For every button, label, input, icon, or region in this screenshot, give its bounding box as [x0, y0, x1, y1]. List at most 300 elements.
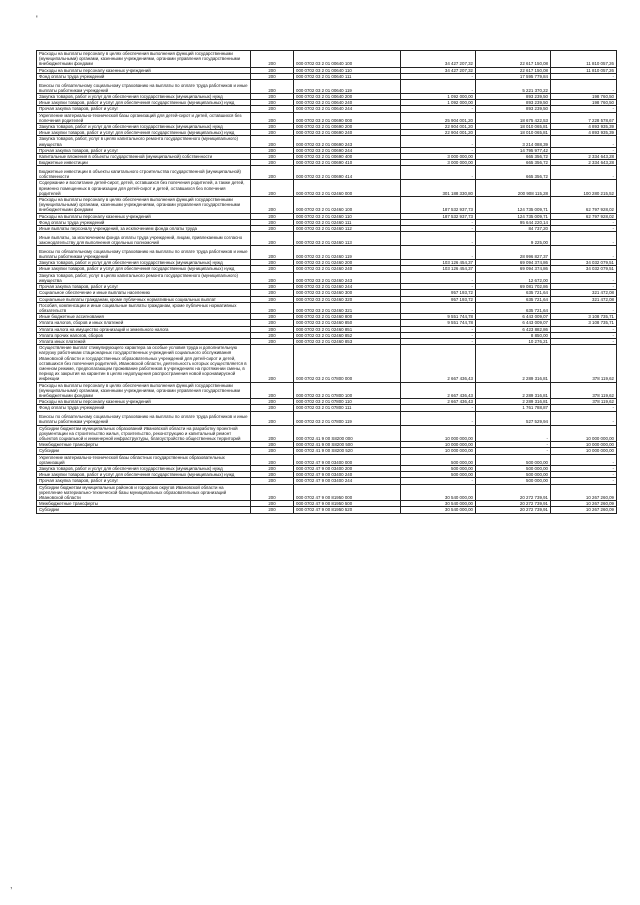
row-code-cell: 200 [251, 507, 294, 513]
row-code-cell: 200 [251, 213, 294, 219]
row-approved-amount-cell: 30 540 000,00 [401, 501, 476, 507]
row-code-cell: 200 [251, 272, 294, 283]
row-unexecuted-amount-cell: - [551, 332, 617, 338]
row-unexecuted-amount-cell: - [551, 302, 617, 313]
row-classification-code-cell: 000 0702 03 2 01 00640 119 [294, 80, 401, 94]
row-executed-amount-cell: 12 672,00 [476, 272, 551, 283]
row-executed-amount-cell: 500 000,00 [476, 454, 551, 465]
row-approved-amount-cell: - [401, 411, 476, 425]
row-unexecuted-amount-cell: - [551, 478, 617, 484]
row-executed-amount-cell: 527 529,94 [476, 411, 551, 425]
row-name-cell: Содержание и воспитание детей-сирот, детей, оставшихся без попечения родителей, а также детей, временно помещенных в организации для детей-сирот и детей, оставшихся без попечения родителей [37, 180, 251, 197]
row-classification-code-cell: 000 0702 47 9 00 03400 244 [294, 478, 401, 484]
row-name-cell: Закупка товаров, работ, услуг в целях капитального ремонта государственного (муниципального) имущества [37, 136, 251, 147]
row-approved-amount-cell: 30 540 000,00 [401, 507, 476, 513]
row-classification-code-cell: 000 0702 03 2 01 07800 110 [294, 399, 401, 405]
row-unexecuted-amount-cell: - [551, 272, 617, 283]
row-classification-code-cell: 000 0702 03 2 01 02460 200 [294, 260, 401, 266]
row-name-cell: Прочая закупка товаров, работ и услуг [37, 478, 251, 484]
row-code-cell: 200 [251, 425, 294, 442]
row-name-cell: Иные выплаты персоналу учреждений, за исключением фонда оплаты труда [37, 226, 251, 232]
row-name-cell: Осуществление выплат стимулирующего характера за особые условия труда и дополнительную нагрузку работникам стационарных государственных учреждений социального обслуживания Ивановской области и государственных образовательных учреждений для детей-сирот и детей, оставшихся без попечения родителей, Ивановской области, деятельность которых осуществляется в сменном режиме, предполагающем проживание работников в учреждениях на протяжении смены, в период их закрытия на карантин в целях недопущения распространения новой коронавирусной инфекции [37, 345, 251, 382]
row-classification-code-cell: 000 0702 03 2 01 02460 851 [294, 326, 401, 332]
row-unexecuted-amount-cell: - [551, 284, 617, 290]
row-classification-code-cell: 000 0702 03 2 01 07800 111 [294, 405, 401, 411]
row-code-cell: 200 [251, 106, 294, 112]
row-unexecuted-amount-cell: 7 228 578,67 [551, 112, 617, 123]
row-unexecuted-amount-cell: - [551, 411, 617, 425]
row-code-cell: 200 [251, 130, 294, 136]
row-executed-amount-cell: - [476, 448, 551, 454]
row-name-cell: Закупка товаров, работ и услуг для обеспечения государственных (муниципальных) нужд [37, 124, 251, 130]
row-approved-amount-cell: - [401, 338, 476, 344]
row-approved-amount-cell: - [401, 147, 476, 153]
row-classification-code-cell: 000 0702 03 2 01 02460 300 [294, 290, 401, 296]
row-executed-amount-cell: 84 737,20 [476, 226, 551, 232]
row-name-cell: Иные закупки товаров, работ и услуг для обеспечения государственных (муниципальных) нужд [37, 100, 251, 106]
row-unexecuted-amount-cell: - [551, 166, 617, 180]
row-name-cell: Укрепление материально-технической базы организаций для детей-сирот и детей, оставшихся без попечения родителей [37, 112, 251, 123]
row-code-cell: 200 [251, 219, 294, 225]
row-executed-amount-cell: 9 225,00 [476, 232, 551, 246]
table-row [37, 266, 617, 272]
row-classification-code-cell: 000 0702 03 2 01 02460 100 [294, 197, 401, 214]
row-approved-amount-cell: - [401, 302, 476, 313]
row-code-cell: 200 [251, 266, 294, 272]
row-classification-code-cell: 000 0702 03 2 01 02460 000 [294, 180, 401, 197]
table-row [37, 454, 617, 465]
table-row [37, 51, 617, 68]
row-approved-amount-cell: 301 188 330,80 [401, 180, 476, 197]
row-approved-amount-cell: - [401, 478, 476, 484]
row-approved-amount-cell: 500 000,00 [401, 465, 476, 471]
row-classification-code-cell: 000 0702 03 2 01 00690 200 [294, 124, 401, 130]
row-code-cell: 200 [251, 112, 294, 123]
row-code-cell: 200 [251, 51, 294, 68]
row-classification-code-cell: 000 0702 03 2 01 07800 100 [294, 382, 401, 399]
table-row [37, 472, 617, 478]
row-classification-code-cell: 000 0702 03 2 01 02460 320 [294, 296, 401, 302]
row-name-cell: Прочая закупка товаров, работ и услуг [37, 106, 251, 112]
row-executed-amount-cell: - [476, 425, 551, 442]
row-approved-amount-cell: 187 532 937,73 [401, 213, 476, 219]
row-classification-code-cell: 000 0702 03 2 01 02460 244 [294, 284, 401, 290]
row-executed-amount-cell: 18 010 065,81 [476, 124, 551, 130]
row-executed-amount-cell: 635 721,64 [476, 290, 551, 296]
row-approved-amount-cell: - [401, 226, 476, 232]
table-row [37, 411, 617, 425]
row-classification-code-cell: 000 0702 03 2 01 00690 414 [294, 166, 401, 180]
row-code-cell: 200 [251, 260, 294, 266]
table-body [37, 51, 617, 514]
row-code-cell: 200 [251, 160, 294, 166]
row-code-cell: 200 [251, 320, 294, 326]
row-code-cell: 200 [251, 80, 294, 94]
row-unexecuted-amount-cell: - [551, 326, 617, 332]
row-approved-amount-cell: 3 000 000,00 [401, 154, 476, 160]
row-classification-code-cell: 000 0702 03 2 01 02460 111 [294, 219, 401, 225]
table-row [37, 232, 617, 246]
row-name-cell: Иные бюджетные ассигнования [37, 314, 251, 320]
row-classification-code-cell: 000 0702 03 2 01 02460 113 [294, 232, 401, 246]
row-executed-amount-cell: 665 356,72 [476, 166, 551, 180]
row-code-cell: 200 [251, 345, 294, 382]
row-executed-amount-cell: 124 735 009,71 [476, 213, 551, 219]
row-executed-amount-cell: 69 094 374,86 [476, 266, 551, 272]
table-row [37, 345, 617, 382]
row-classification-code-cell: 000 0702 03 2 01 00640 244 [294, 106, 401, 112]
row-executed-amount-cell: 893 239,50 [476, 106, 551, 112]
table-row [37, 213, 617, 219]
table-row [37, 290, 617, 296]
row-executed-amount-cell: 665 356,72 [476, 154, 551, 160]
row-executed-amount-cell: 500 000,00 [476, 465, 551, 471]
row-unexecuted-amount-cell: - [551, 246, 617, 260]
row-classification-code-cell: 000 0702 47 9 00 03400 000 [294, 454, 401, 465]
row-approved-amount-cell: - [401, 272, 476, 283]
row-code-cell: 200 [251, 136, 294, 147]
row-executed-amount-cell: 18 675 422,53 [476, 112, 551, 123]
row-executed-amount-cell: 635 721,64 [476, 302, 551, 313]
row-name-cell: Субсидии [37, 507, 251, 513]
row-classification-code-cell: 000 0702 03 2 01 02460 240 [294, 266, 401, 272]
row-code-cell: 200 [251, 314, 294, 320]
row-classification-code-cell: 000 0702 03 2 01 02460 800 [294, 314, 401, 320]
row-unexecuted-amount-cell: 10 267 260,09 [551, 501, 617, 507]
row-executed-amount-cell: 2 289 316,81 [476, 345, 551, 382]
row-unexecuted-amount-cell: 11 810 057,26 [551, 67, 617, 73]
row-unexecuted-amount-cell: - [551, 219, 617, 225]
row-name-cell: Закупка товаров, работ и услуг для обеспечения государственных (муниципальных) нужд [37, 465, 251, 471]
row-classification-code-cell: 000 0702 03 2 01 00640 200 [294, 94, 401, 100]
row-unexecuted-amount-cell: 2 334 643,28 [551, 160, 617, 166]
row-approved-amount-cell: 103 126 454,37 [401, 266, 476, 272]
row-code-cell: 200 [251, 484, 294, 501]
row-code-cell: 200 [251, 332, 294, 338]
row-executed-amount-cell: 2 289 316,81 [476, 382, 551, 399]
row-name-cell: Прочая закупка товаров, работ и услуг [37, 147, 251, 153]
row-classification-code-cell: 000 0702 47 9 00 03400 240 [294, 472, 401, 478]
row-name-cell: Укрепление материально-технической базы областных государственных образовательных организаций [37, 454, 251, 465]
row-code-cell: 200 [251, 180, 294, 197]
row-name-cell: Расходы на выплаты персоналу казенных учреждений [37, 213, 251, 219]
row-unexecuted-amount-cell: 321 472,08 [551, 290, 617, 296]
row-classification-code-cell: 000 0702 03 2 01 00690 000 [294, 112, 401, 123]
row-unexecuted-amount-cell: 4 893 935,39 [551, 130, 617, 136]
table-row [37, 180, 617, 197]
row-classification-code-cell: 000 0702 03 2 01 00690 240 [294, 130, 401, 136]
row-classification-code-cell: 000 0702 03 2 01 02460 853 [294, 338, 401, 344]
row-classification-code-cell: 000 0702 47 9 00 03400 200 [294, 465, 401, 471]
table-row [37, 326, 617, 332]
row-unexecuted-amount-cell: 198 760,50 [551, 94, 617, 100]
row-unexecuted-amount-cell: 10 000 000,00 [551, 442, 617, 448]
table-row [37, 124, 617, 130]
row-unexecuted-amount-cell: 10 267 260,09 [551, 507, 617, 513]
row-approved-amount-cell: 500 000,00 [401, 454, 476, 465]
row-approved-amount-cell: 1 092 000,00 [401, 100, 476, 106]
row-approved-amount-cell: - [401, 106, 476, 112]
row-executed-amount-cell: 69 094 374,86 [476, 260, 551, 266]
row-approved-amount-cell: 10 000 000,00 [401, 442, 476, 448]
row-classification-code-cell: 000 0702 03 2 01 07800 119 [294, 411, 401, 425]
row-approved-amount-cell: 3 000 000,00 [401, 160, 476, 166]
row-code-cell: 200 [251, 73, 294, 79]
row-name-cell: Уплата налога на имущество организаций и земельного налога [37, 326, 251, 332]
row-executed-amount-cell: 18 010 065,81 [476, 130, 551, 136]
row-code-cell: 200 [251, 226, 294, 232]
table-row [37, 80, 617, 94]
row-classification-code-cell: 000 0702 03 2 01 00640 240 [294, 100, 401, 106]
row-approved-amount-cell: 10 000 000,00 [401, 448, 476, 454]
row-name-cell: Фонд оплаты труда учреждений [37, 219, 251, 225]
row-executed-amount-cell: 22 617 150,08 [476, 51, 551, 68]
row-code-cell: 200 [251, 296, 294, 302]
table-row [37, 260, 617, 266]
table-row [37, 197, 617, 214]
row-executed-amount-cell: 28 996 827,37 [476, 246, 551, 260]
row-approved-amount-cell: 22 904 001,20 [401, 124, 476, 130]
row-executed-amount-cell: 69 081 702,86 [476, 284, 551, 290]
row-name-cell: Иные закупки товаров, работ и услуг для обеспечения государственных (муниципальных) нужд [37, 472, 251, 478]
row-name-cell: Расходы на выплаты персоналу в целях обеспечения выполнения функций государственными (муниципальными) органами, казенными учреждениями, органами управления государственными внебюджетными фондами [37, 51, 251, 68]
row-classification-code-cell: 000 0702 03 2 01 02460 110 [294, 213, 401, 219]
row-executed-amount-cell: 8 850,00 [476, 332, 551, 338]
row-classification-code-cell: 000 0702 03 2 01 00640 100 [294, 51, 401, 68]
row-name-cell: Расходы на выплаты персоналу в целях обеспечения выполнения функций государственными (муниципальными) органами, казенными учреждениями, органами управления государственными внебюджетными фондами [37, 382, 251, 399]
row-code-cell: 200 [251, 501, 294, 507]
row-unexecuted-amount-cell: - [551, 80, 617, 94]
table-row [37, 425, 617, 442]
row-classification-code-cell: 000 0702 03 2 01 00640 111 [294, 73, 401, 79]
row-unexecuted-amount-cell: 2 334 643,28 [551, 154, 617, 160]
row-code-cell: 200 [251, 154, 294, 160]
row-name-cell: Капитальные вложения в объекты государственной (муниципальной) собственности [37, 154, 251, 160]
row-executed-amount-cell: 6 443 009,07 [476, 314, 551, 320]
row-code-cell: 200 [251, 94, 294, 100]
row-approved-amount-cell: - [401, 219, 476, 225]
row-code-cell: 200 [251, 405, 294, 411]
row-name-cell: Уплата прочих налогов, сборов [37, 332, 251, 338]
row-code-cell: 200 [251, 284, 294, 290]
row-executed-amount-cell: 1 761 788,87 [476, 405, 551, 411]
row-classification-code-cell: 000 0702 03 2 01 07800 000 [294, 345, 401, 382]
row-approved-amount-cell: - [401, 80, 476, 94]
row-executed-amount-cell: 5 221 370,22 [476, 80, 551, 94]
table-row [37, 272, 617, 283]
row-name-cell: Уплата налогов, сборов и иных платежей [37, 320, 251, 326]
row-classification-code-cell: 000 0702 03 2 01 00640 110 [294, 67, 401, 73]
table-row [37, 484, 617, 501]
table-row [37, 130, 617, 136]
row-code-cell: 200 [251, 232, 294, 246]
row-unexecuted-amount-cell: 62 797 928,02 [551, 213, 617, 219]
row-approved-amount-cell: 2 667 436,43 [401, 399, 476, 405]
row-unexecuted-amount-cell: 4 893 935,39 [551, 124, 617, 130]
row-executed-amount-cell: 500 000,00 [476, 472, 551, 478]
row-approved-amount-cell: 34 427 207,32 [401, 51, 476, 68]
row-name-cell: Расходы на выплаты персоналу казенных учреждений [37, 67, 251, 73]
row-name-cell: Уплата иных платежей [37, 338, 251, 344]
row-unexecuted-amount-cell: 10 267 260,09 [551, 484, 617, 501]
row-code-cell: 200 [251, 290, 294, 296]
table-row [37, 399, 617, 405]
row-approved-amount-cell: 187 532 937,73 [401, 197, 476, 214]
row-name-cell: Взносы по обязательному социальному страхованию на выплаты по оплате труда работников и иные выплаты работникам учреждений [37, 80, 251, 94]
row-unexecuted-amount-cell: - [551, 338, 617, 344]
row-code-cell: 200 [251, 67, 294, 73]
row-executed-amount-cell: 20 272 739,91 [476, 501, 551, 507]
table-row [37, 296, 617, 302]
row-unexecuted-amount-cell: - [551, 136, 617, 147]
row-classification-code-cell: 000 0702 47 9 00 81950 520 [294, 507, 401, 513]
row-code-cell: 200 [251, 382, 294, 399]
row-unexecuted-amount-cell: - [551, 465, 617, 471]
row-unexecuted-amount-cell: 198 760,50 [551, 100, 617, 106]
row-unexecuted-amount-cell: - [551, 472, 617, 478]
row-name-cell: Бюджетные инвестиции [37, 160, 251, 166]
row-approved-amount-cell: 9 551 744,78 [401, 320, 476, 326]
row-executed-amount-cell: 17 595 779,84 [476, 73, 551, 79]
row-unexecuted-amount-cell: 100 280 215,52 [551, 180, 617, 197]
row-approved-amount-cell: 10 000 000,00 [401, 425, 476, 442]
row-approved-amount-cell: - [401, 136, 476, 147]
row-executed-amount-cell: 200 908 115,28 [476, 180, 551, 197]
row-unexecuted-amount-cell: 378 119,62 [551, 345, 617, 382]
row-approved-amount-cell: - [401, 166, 476, 180]
row-classification-code-cell: 000 0702 41 9 00 S8200 500 [294, 442, 401, 448]
row-name-cell: Взносы по обязательному социальному страхованию на выплаты по оплате труда работников и иные выплаты работникам учреждений [37, 411, 251, 425]
row-name-cell: Межбюджетные трансферты [37, 501, 251, 507]
row-executed-amount-cell: 124 735 009,71 [476, 197, 551, 214]
row-classification-code-cell: 000 0702 47 9 00 81950 000 [294, 484, 401, 501]
row-code-cell: 200 [251, 338, 294, 344]
row-unexecuted-amount-cell: 10 000 000,00 [551, 448, 617, 454]
row-name-cell: Социальное обеспечение и иные выплаты населению [37, 290, 251, 296]
row-executed-amount-cell: 893 239,50 [476, 100, 551, 106]
side-mark: , [10, 880, 13, 890]
row-approved-amount-cell: 34 427 207,32 [401, 67, 476, 73]
row-name-cell: Фонд оплаты труда учреждений [37, 73, 251, 79]
row-executed-amount-cell: 6 443 009,07 [476, 320, 551, 326]
table-row [37, 154, 617, 160]
row-code-cell: 200 [251, 448, 294, 454]
row-approved-amount-cell: 1 092 000,00 [401, 94, 476, 100]
row-name-cell: Расходы на выплаты персоналу в целях обеспечения выполнения функций государственными (муниципальными) органами, казенными учреждениями, органами управления государственными внебюджетными фондами [37, 197, 251, 214]
row-approved-amount-cell: 500 000,00 [401, 472, 476, 478]
table-row [37, 136, 617, 147]
table-row [37, 94, 617, 100]
row-approved-amount-cell: 2 667 436,43 [401, 345, 476, 382]
row-classification-code-cell: 000 0702 03 2 01 02460 243 [294, 272, 401, 283]
row-classification-code-cell: 000 0702 03 2 01 02460 850 [294, 320, 401, 326]
row-name-cell: Взносы по обязательному социальному страхованию на выплаты по оплате труда работников и иные выплаты работникам учреждений [37, 246, 251, 260]
row-executed-amount-cell: 635 721,64 [476, 296, 551, 302]
row-unexecuted-amount-cell: - [551, 147, 617, 153]
row-code-cell: 200 [251, 166, 294, 180]
row-code-cell: 200 [251, 454, 294, 465]
budget-execution-table [36, 50, 617, 514]
row-unexecuted-amount-cell: 62 797 928,02 [551, 197, 617, 214]
row-name-cell: Межбюджетные трансферты [37, 442, 251, 448]
row-approved-amount-cell: 22 904 001,20 [401, 130, 476, 136]
row-unexecuted-amount-cell: 11 810 057,26 [551, 51, 617, 68]
row-unexecuted-amount-cell: 378 119,62 [551, 399, 617, 405]
row-approved-amount-cell: - [401, 232, 476, 246]
row-code-cell: 200 [251, 302, 294, 313]
row-approved-amount-cell: - [401, 73, 476, 79]
row-name-cell: Пособия, компенсации и иные социальные выплаты гражданам, кроме публичных нормативных обязательств [37, 302, 251, 313]
row-classification-code-cell: 000 0702 41 9 00 S8200 000 [294, 425, 401, 442]
row-unexecuted-amount-cell: 34 032 079,51 [551, 260, 617, 266]
row-classification-code-cell: 000 0702 03 2 01 00690 400 [294, 154, 401, 160]
table-row [37, 166, 617, 180]
table-row [37, 302, 617, 313]
row-name-cell: Иные закупки товаров, работ и услуг для обеспечения государственных (муниципальных) нужд [37, 266, 251, 272]
table-row [37, 246, 617, 260]
row-executed-amount-cell: 6 423 882,86 [476, 326, 551, 332]
row-code-cell: 200 [251, 326, 294, 332]
row-unexecuted-amount-cell: - [551, 73, 617, 79]
row-code-cell: 200 [251, 442, 294, 448]
table-row [37, 382, 617, 399]
row-classification-code-cell: 000 0702 41 9 00 S8200 520 [294, 448, 401, 454]
row-code-cell: 200 [251, 124, 294, 130]
row-unexecuted-amount-cell: 3 108 735,71 [551, 320, 617, 326]
row-code-cell: 200 [251, 399, 294, 405]
row-executed-amount-cell: 2 289 316,81 [476, 399, 551, 405]
row-approved-amount-cell: 957 193,72 [401, 296, 476, 302]
row-executed-amount-cell: 893 239,50 [476, 94, 551, 100]
table-row [37, 507, 617, 513]
row-approved-amount-cell: 25 904 001,20 [401, 112, 476, 123]
row-executed-amount-cell: 20 272 739,91 [476, 507, 551, 513]
row-executed-amount-cell: 665 356,72 [476, 160, 551, 166]
table-row [37, 112, 617, 123]
row-unexecuted-amount-cell: 321 472,08 [551, 296, 617, 302]
row-executed-amount-cell: 3 214 088,39 [476, 136, 551, 147]
row-classification-code-cell: 000 0702 03 2 01 02460 112 [294, 226, 401, 232]
row-code-cell: 200 [251, 411, 294, 425]
row-executed-amount-cell: 20 272 739,91 [476, 484, 551, 501]
table-row [37, 67, 617, 73]
row-approved-amount-cell: - [401, 326, 476, 332]
row-name-cell: Фонд оплаты труда учреждений [37, 405, 251, 411]
row-approved-amount-cell: - [401, 332, 476, 338]
row-approved-amount-cell: - [401, 284, 476, 290]
table-row [37, 226, 617, 232]
row-name-cell: Субсидии [37, 448, 251, 454]
row-name-cell: Прочая закупка товаров, работ и услуг [37, 284, 251, 290]
row-approved-amount-cell: 103 126 454,37 [401, 260, 476, 266]
row-code-cell: 200 [251, 472, 294, 478]
corner-mark: ' [36, 14, 38, 24]
row-classification-code-cell: 000 0702 03 2 01 00690 243 [294, 136, 401, 147]
row-unexecuted-amount-cell: - [551, 232, 617, 246]
row-unexecuted-amount-cell: 10 000 000,00 [551, 425, 617, 442]
row-unexecuted-amount-cell: - [551, 106, 617, 112]
row-executed-amount-cell: 95 644 220,14 [476, 219, 551, 225]
row-executed-amount-cell: - [476, 442, 551, 448]
row-unexecuted-amount-cell: - [551, 226, 617, 232]
row-unexecuted-amount-cell: 34 032 079,51 [551, 266, 617, 272]
row-classification-code-cell: 000 0702 03 2 01 00690 410 [294, 160, 401, 166]
table-row [37, 100, 617, 106]
row-name-cell: Социальные выплаты гражданам, кроме публичных нормативных социальных выплат [37, 296, 251, 302]
row-name-cell: Закупка товаров, работ и услуг для обеспечения государственных (муниципальных) нужд [37, 260, 251, 266]
row-code-cell: 200 [251, 100, 294, 106]
row-name-cell: Субсидии бюджетам муниципальных образований Ивановской области на разработку проектной документации на строительство жилья, строительство, реконструкцию и капитальный ремонт объектов социальной и инженерной инфраструктуры, благоустройство общественных территорий [37, 425, 251, 442]
